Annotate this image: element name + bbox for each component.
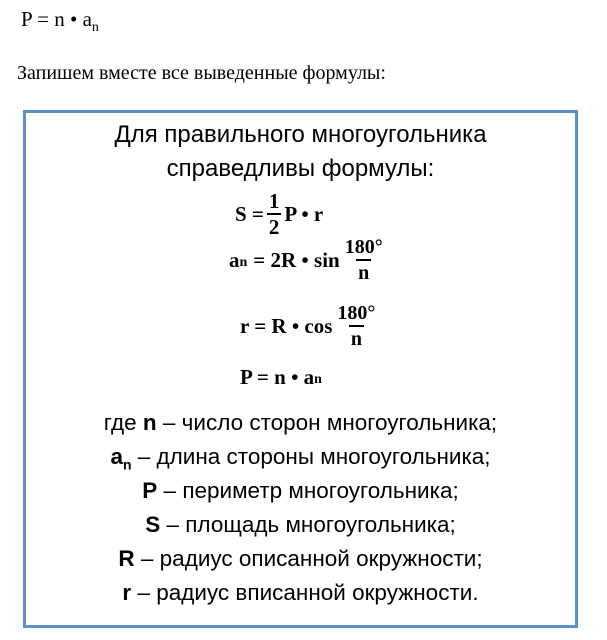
formula-inradius xyxy=(240,301,380,351)
formula-area-numerator: 1 xyxy=(268,189,280,213)
formula-inradius-fraction xyxy=(335,301,377,351)
top-formula-subscript: n xyxy=(91,20,99,36)
formula-perimeter-subscript: n xyxy=(314,372,322,387)
definition-prefix: где xyxy=(103,410,143,435)
formula-box xyxy=(23,110,578,628)
definition-symbol: S xyxy=(145,512,161,537)
formula-perimeter xyxy=(240,363,322,391)
top-formula-main: P = n • a xyxy=(21,7,92,31)
formula-area-fraction xyxy=(267,189,282,239)
definition-symbol: n xyxy=(142,410,157,435)
formula-area xyxy=(235,189,323,239)
definition-text: – периметр многоугольника; xyxy=(157,478,459,503)
definition-symbol-subscript: n xyxy=(122,456,132,473)
definition-line xyxy=(26,477,575,505)
definition-line xyxy=(26,443,575,479)
definition-symbol: a xyxy=(110,444,123,469)
definition-line xyxy=(26,545,575,573)
formula-side-denominator: n xyxy=(356,259,371,285)
top-formula xyxy=(21,6,99,41)
formula-inradius-lhs: r = R • cos xyxy=(240,313,333,338)
definition-text: – радиус вписанной окружности. xyxy=(131,580,479,605)
definition-line xyxy=(26,579,575,607)
box-heading-line2: справедливы формулы: xyxy=(166,155,435,182)
definition-text: – число сторон многоугольника; xyxy=(156,410,498,435)
definition-symbol: R xyxy=(118,546,135,571)
definition-symbol: P xyxy=(142,478,158,503)
definition-text: – длина стороны многоугольника; xyxy=(131,444,491,469)
definition-symbol: r xyxy=(122,580,132,605)
formula-area-rhs: P • r xyxy=(284,201,324,226)
formula-perimeter-lhs: P = n • a xyxy=(240,365,315,389)
formula-area-lhs: S = xyxy=(235,201,264,226)
formula-side-fraction xyxy=(343,235,385,285)
definition-line xyxy=(26,511,575,539)
definition-text: – площадь многоугольника; xyxy=(160,512,456,537)
formula-side-lhs: a xyxy=(229,247,240,272)
definition-line xyxy=(26,409,575,437)
formula-side-subscript: n xyxy=(239,255,248,270)
formula-side-mid: = 2R • sin xyxy=(253,247,340,272)
intro-text: Запишем вместе все выведенные формулы: xyxy=(17,62,386,84)
formula-inradius-denominator: n xyxy=(349,325,364,351)
formula-inradius-numerator: 180° xyxy=(337,302,376,324)
definition-text: – радиус описанной окружности; xyxy=(134,546,483,571)
formula-area-denominator: 2 xyxy=(268,215,280,239)
box-heading-line1: Для правильного многоугольника xyxy=(114,121,487,148)
formula-side xyxy=(229,235,388,285)
formula-side-numerator: 180° xyxy=(344,236,383,258)
